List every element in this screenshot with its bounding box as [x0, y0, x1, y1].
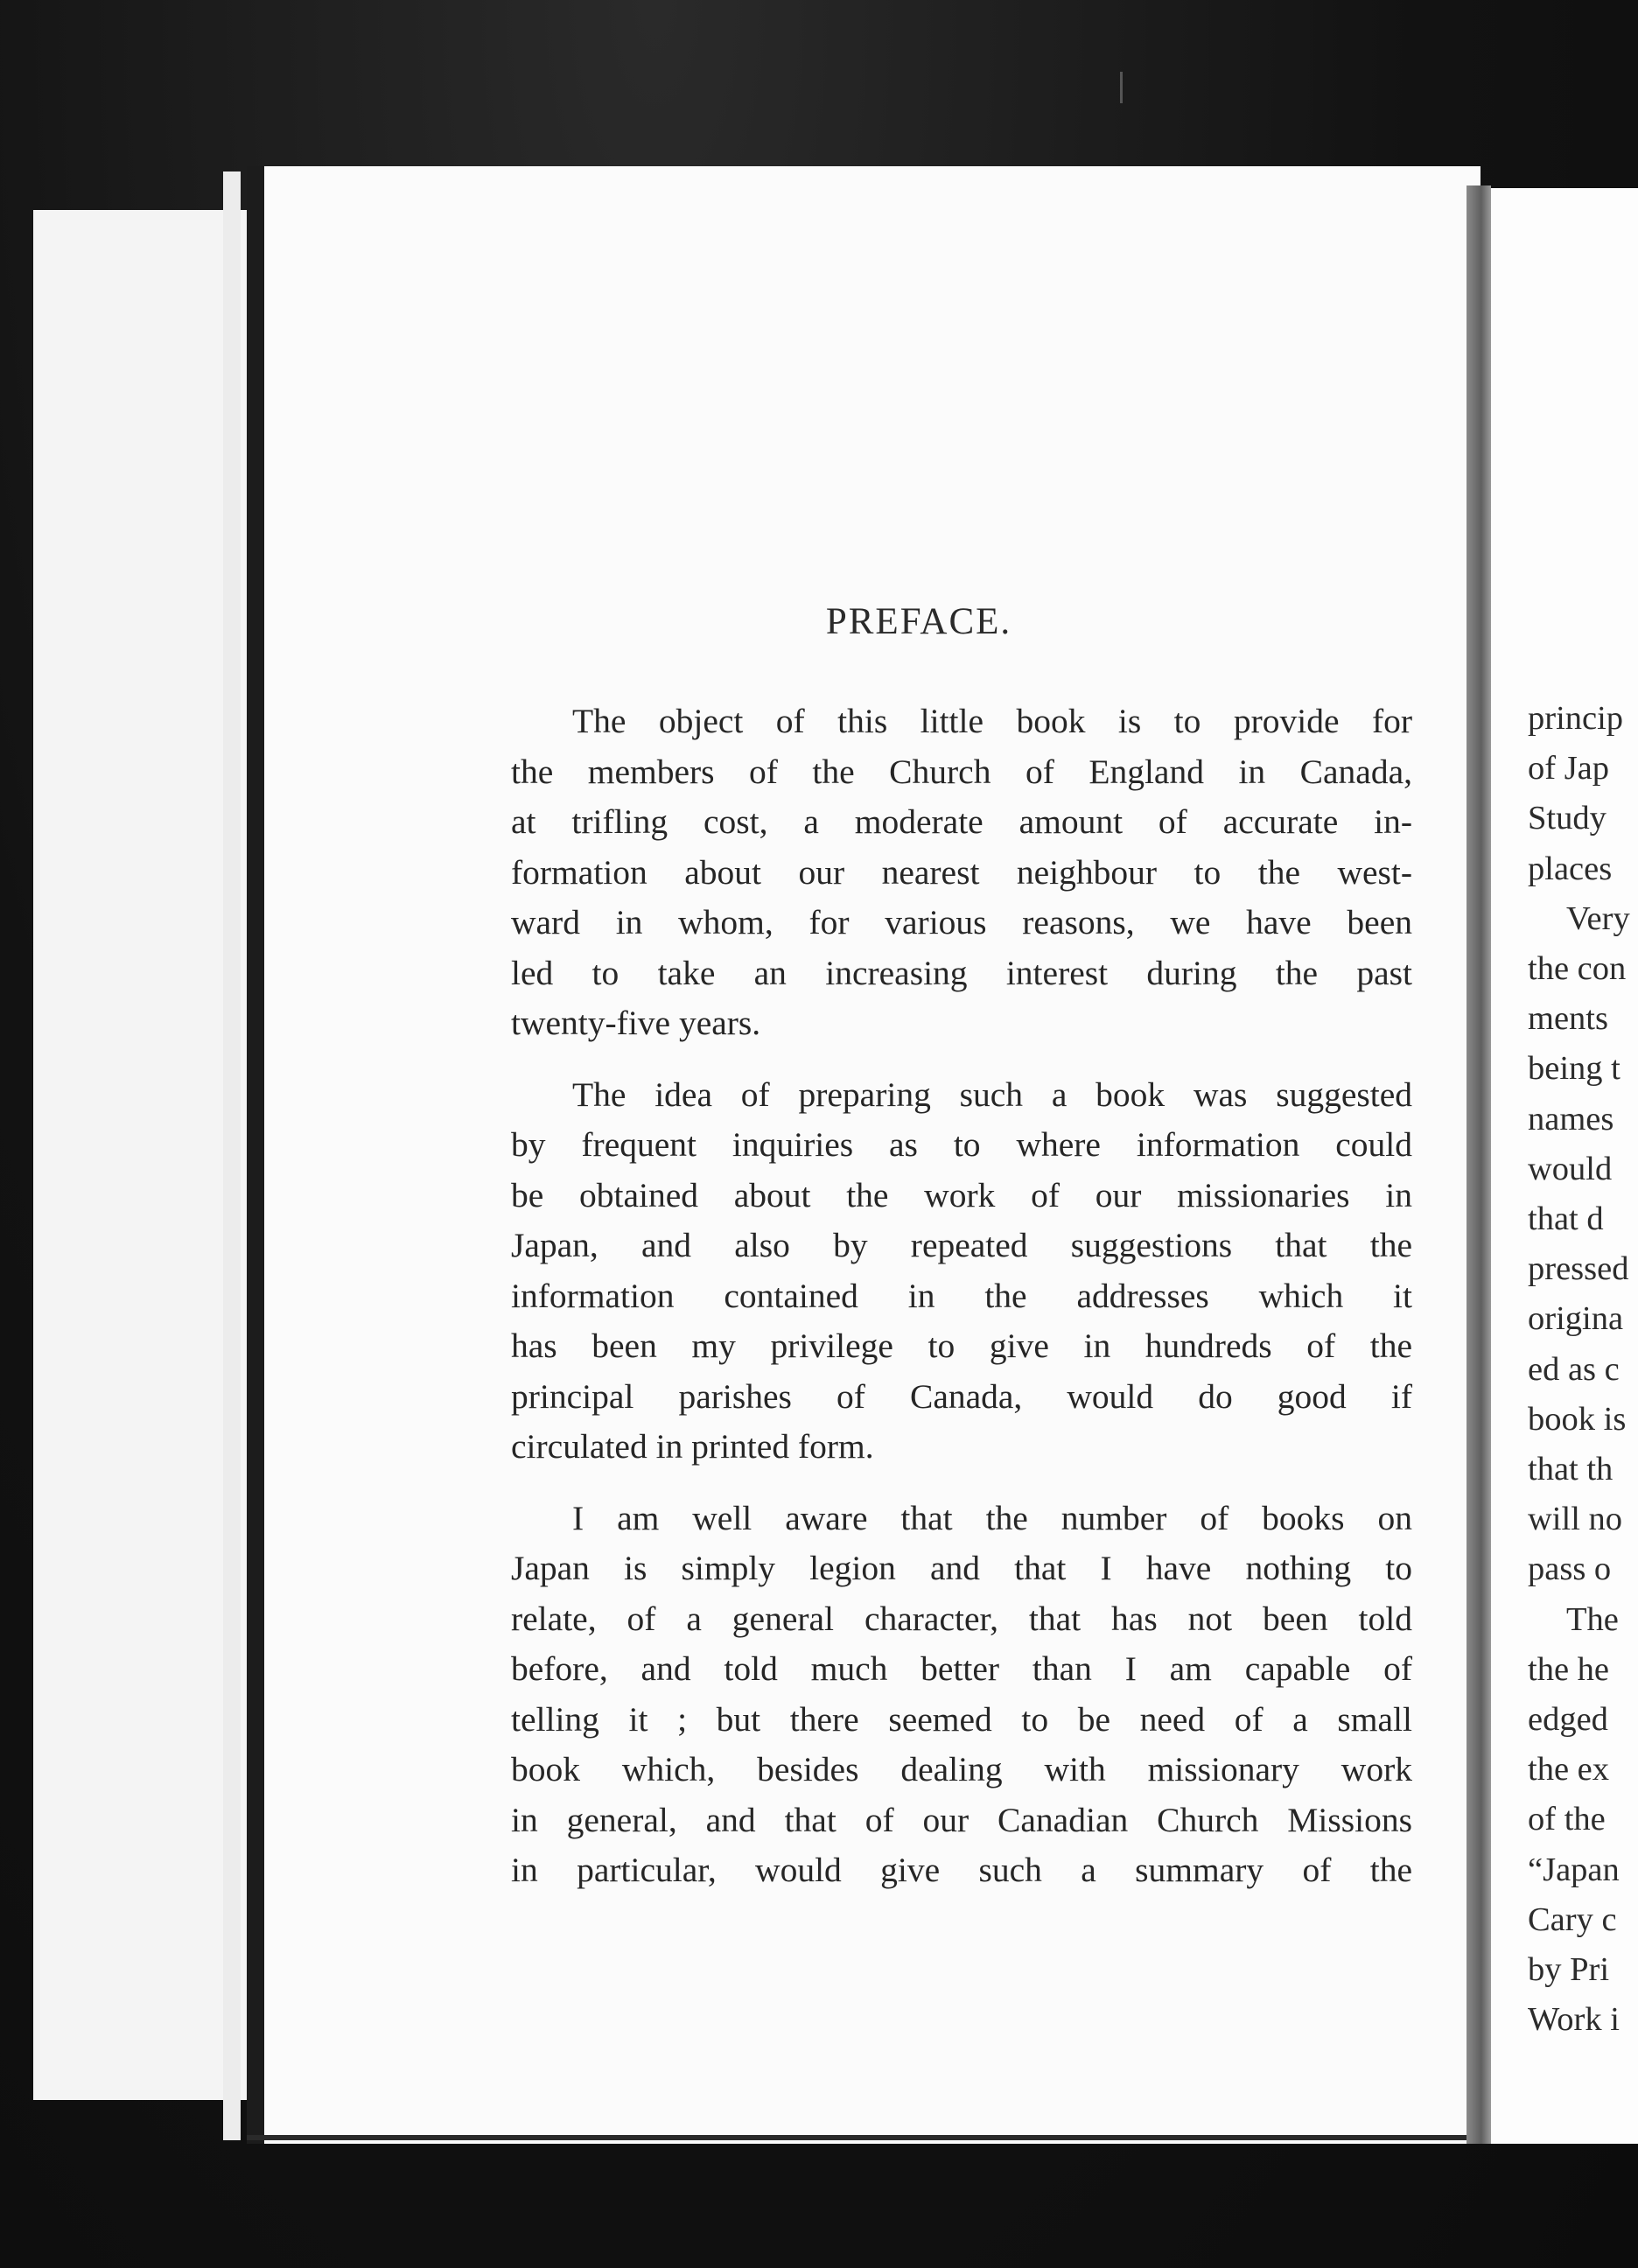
right-page-line: pass o — [1528, 1550, 1612, 1588]
right-page-line: of the — [1528, 1801, 1606, 1838]
right-page-line: by Pri — [1528, 1951, 1610, 1989]
paragraph-3 — [511, 1494, 1412, 1896]
right-page-line: ed as c — [1528, 1350, 1620, 1388]
right-page-line: that d — [1528, 1200, 1604, 1238]
text-line: I am well aware that the number of books on — [572, 1498, 1412, 1537]
right-page-line: book is — [1528, 1400, 1627, 1438]
text-line: relate, of a general character, that has not been told — [511, 1599, 1412, 1638]
right-page-text — [1528, 694, 1638, 2045]
text-line: ward in whom, for various reasons, we have been — [511, 903, 1412, 942]
text-line: circulated in printed form. — [511, 1427, 874, 1466]
right-page-line: “Japan — [1528, 1851, 1620, 1888]
paragraph-1 — [511, 696, 1412, 1049]
text-line: The idea of preparing such a book was suggested — [572, 1074, 1412, 1114]
right-page-line: The — [1566, 1600, 1619, 1638]
text-line: has been my privilege to give in hundreds of the — [511, 1326, 1412, 1365]
text-line: book which, besides dealing with missionary work — [511, 1750, 1412, 1788]
right-page-line: the con — [1528, 950, 1627, 988]
text-line: at trifling cost, a moderate amount of accurate in- — [511, 802, 1412, 841]
right-page-line: the he — [1528, 1650, 1609, 1688]
text-line: the members of the Church of England in Canada, — [511, 752, 1412, 791]
right-page-line: will no — [1528, 1501, 1623, 1538]
right-page-line: Very — [1566, 900, 1630, 937]
back-sheet-edge — [223, 172, 241, 2140]
text-line: before, and told much better than I am capable of — [511, 1649, 1412, 1688]
right-page-line: princip — [1528, 700, 1624, 737]
preface-body — [511, 696, 1412, 1917]
text-line: Japan, and also by repeated suggestions that the — [511, 1226, 1412, 1264]
page-title: PREFACE. — [825, 601, 1012, 642]
right-page-line: the ex — [1528, 1751, 1609, 1788]
right-page-line: places — [1528, 850, 1613, 887]
right-page-line: of Jap — [1528, 750, 1610, 788]
right-page-line: Study — [1528, 800, 1606, 837]
right-page-line: Work i — [1528, 2001, 1620, 2039]
text-line: in particular, would give such a summary of the — [511, 1851, 1412, 1889]
text-line: led to take an increasing interest during the past — [511, 953, 1412, 992]
text-line: The object of this little book is to provide for — [572, 702, 1412, 740]
right-page-line: that th — [1528, 1451, 1614, 1488]
right-page-line: would — [1528, 1150, 1613, 1187]
text-line: twenty-five years. — [511, 1004, 761, 1042]
text-line: be obtained about the work of our missionaries in — [511, 1175, 1412, 1214]
right-page-line: being t — [1528, 1050, 1620, 1088]
right-page-line: Cary c — [1528, 1900, 1617, 1938]
text-line: Japan is simply legion and that I have nothing to — [511, 1549, 1412, 1587]
text-line: information contained in the addresses which it — [511, 1276, 1412, 1315]
right-page — [1491, 188, 1638, 2144]
right-page-line: origina — [1528, 1300, 1624, 1338]
right-page-line: edged — [1528, 1701, 1608, 1739]
right-page-line: ments — [1528, 1000, 1608, 1038]
scan-artifact-mark — [1120, 72, 1123, 103]
book-gutter — [1466, 186, 1491, 2144]
text-line: in general, and that of our Canadian Church Missions — [511, 1800, 1412, 1839]
text-line: by frequent inquiries as to where information could — [511, 1125, 1412, 1164]
right-page-line: names — [1528, 1100, 1614, 1138]
right-page-line: pressed — [1528, 1250, 1629, 1288]
text-line: principal parishes of Canada, would do good if — [511, 1376, 1412, 1416]
page-bottom-edge — [247, 2135, 1480, 2140]
text-line: telling it ; but there seemed to be need of a small — [511, 1699, 1412, 1739]
paragraph-2 — [511, 1070, 1412, 1473]
text-line: formation about our nearest neighbour to the west- — [511, 852, 1412, 892]
